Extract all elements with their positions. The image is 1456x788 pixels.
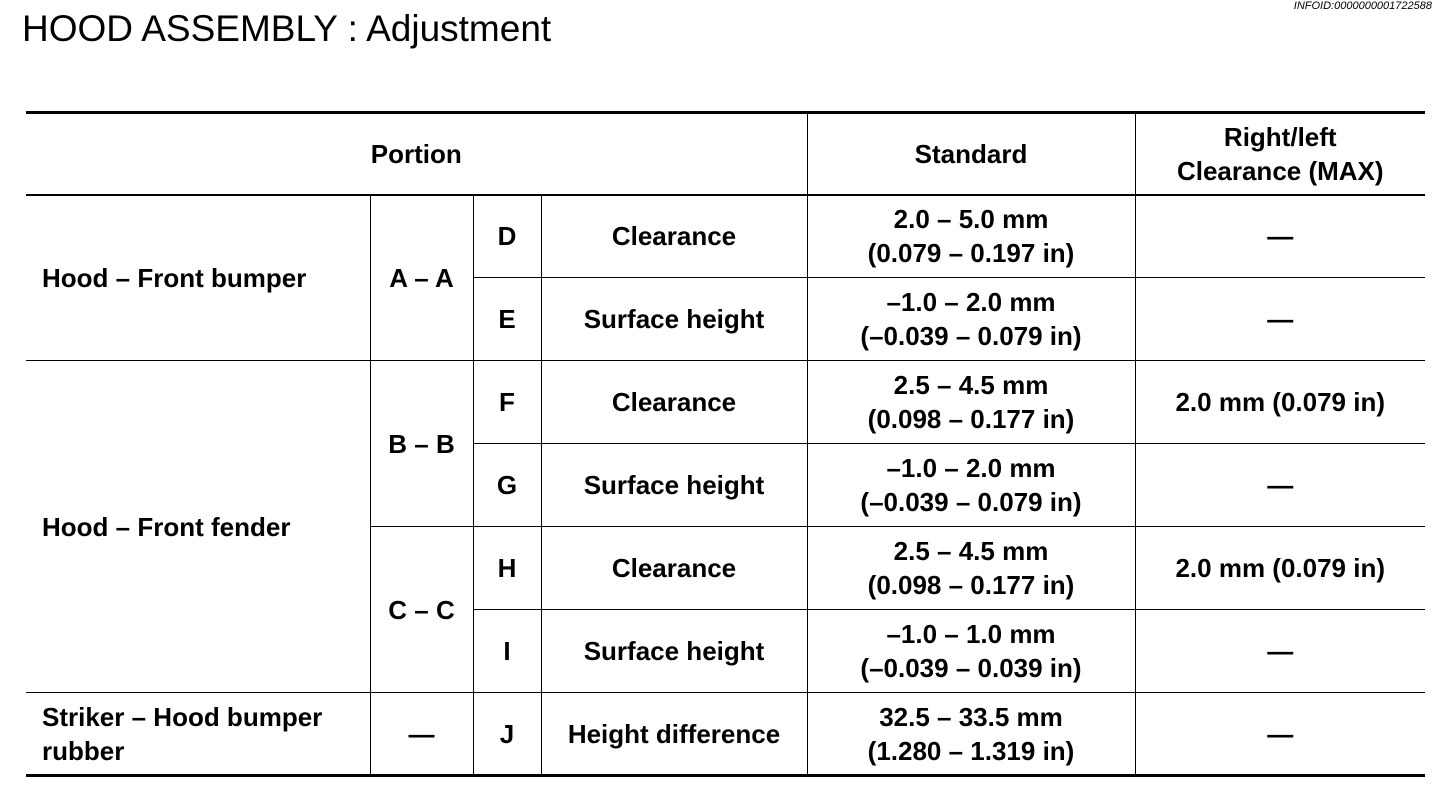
item-cell: Surface height [541,278,807,361]
standard-mm: –1.0 – 1.0 mm [886,619,1056,649]
standard-in: (–0.039 – 0.079 in) [860,321,1082,351]
table-header-row [26,113,1425,195]
mark-cell: J [473,693,541,776]
max-cell: — [1135,693,1425,776]
portion-line1: Striker – Hood bumper [42,701,323,732]
standard-cell [807,444,1135,527]
standard-mm: –1.0 – 2.0 mm [886,453,1056,483]
portion-cell: Hood – Front fender [26,361,370,693]
adjustment-spec-table [26,111,1425,777]
max-cell: 2.0 mm (0.079 in) [1135,527,1425,610]
header-standard: Standard [807,113,1135,195]
portion-line2: rubber [42,735,125,766]
section-cell: C – C [370,527,473,693]
header-clearance-max-line1: Right/left [1223,121,1337,152]
standard-in: (0.098 – 0.177 in) [867,570,1075,600]
standard-in: (0.098 – 0.177 in) [867,404,1075,434]
max-cell: — [1135,610,1425,693]
standard-mm: 32.5 – 33.5 mm [879,701,1063,732]
portion-cell: Hood – Front bumper [26,195,370,361]
table-row [26,361,1425,444]
mark-cell: F [473,361,541,444]
item-cell: Height difference [541,693,807,776]
mark-cell: G [473,444,541,527]
item-cell: Surface height [541,444,807,527]
standard-mm: 2.5 – 4.5 mm [893,536,1049,566]
mark-cell: H [473,527,541,610]
section-cell: — [370,693,473,776]
header-portion: Portion [26,113,807,195]
section-cell: B – B [370,361,473,527]
standard-mm: 2.0 – 5.0 mm [893,204,1049,235]
section-cell: A – A [370,195,473,361]
item-cell: Surface height [541,610,807,693]
standard-cell [807,361,1135,444]
page-title: HOOD ASSEMBLY : Adjustment [22,8,552,49]
standard-mm: –1.0 – 2.0 mm [886,287,1056,317]
mark-cell: E [473,278,541,361]
header-clearance-max-line2: Clearance (MAX) [1176,155,1384,186]
standard-in: (1.280 – 1.319 in) [867,735,1075,766]
table-row [26,195,1425,278]
header-clearance-max [1135,113,1425,195]
standard-in: (–0.039 – 0.079 in) [860,487,1082,517]
max-cell: 2.0 mm (0.079 in) [1135,361,1425,444]
standard-cell [807,693,1135,776]
standard-cell [807,278,1135,361]
standard-cell [807,610,1135,693]
standard-in: (0.079 – 0.197 in) [867,238,1075,269]
standard-in: (–0.039 – 0.039 in) [860,653,1082,683]
table-row [26,693,1425,776]
max-cell: — [1135,278,1425,361]
mark-cell: I [473,610,541,693]
standard-mm: 2.5 – 4.5 mm [893,370,1049,400]
max-cell: — [1135,444,1425,527]
item-cell: Clearance [541,361,807,444]
item-cell: Clearance [541,195,807,278]
item-cell: Clearance [541,527,807,610]
info-id: INFOID:0000000001722588 [1293,0,1432,12]
standard-cell [807,527,1135,610]
max-cell: — [1135,195,1425,278]
standard-cell [807,195,1135,278]
portion-cell [26,693,370,776]
mark-cell: D [473,195,541,278]
